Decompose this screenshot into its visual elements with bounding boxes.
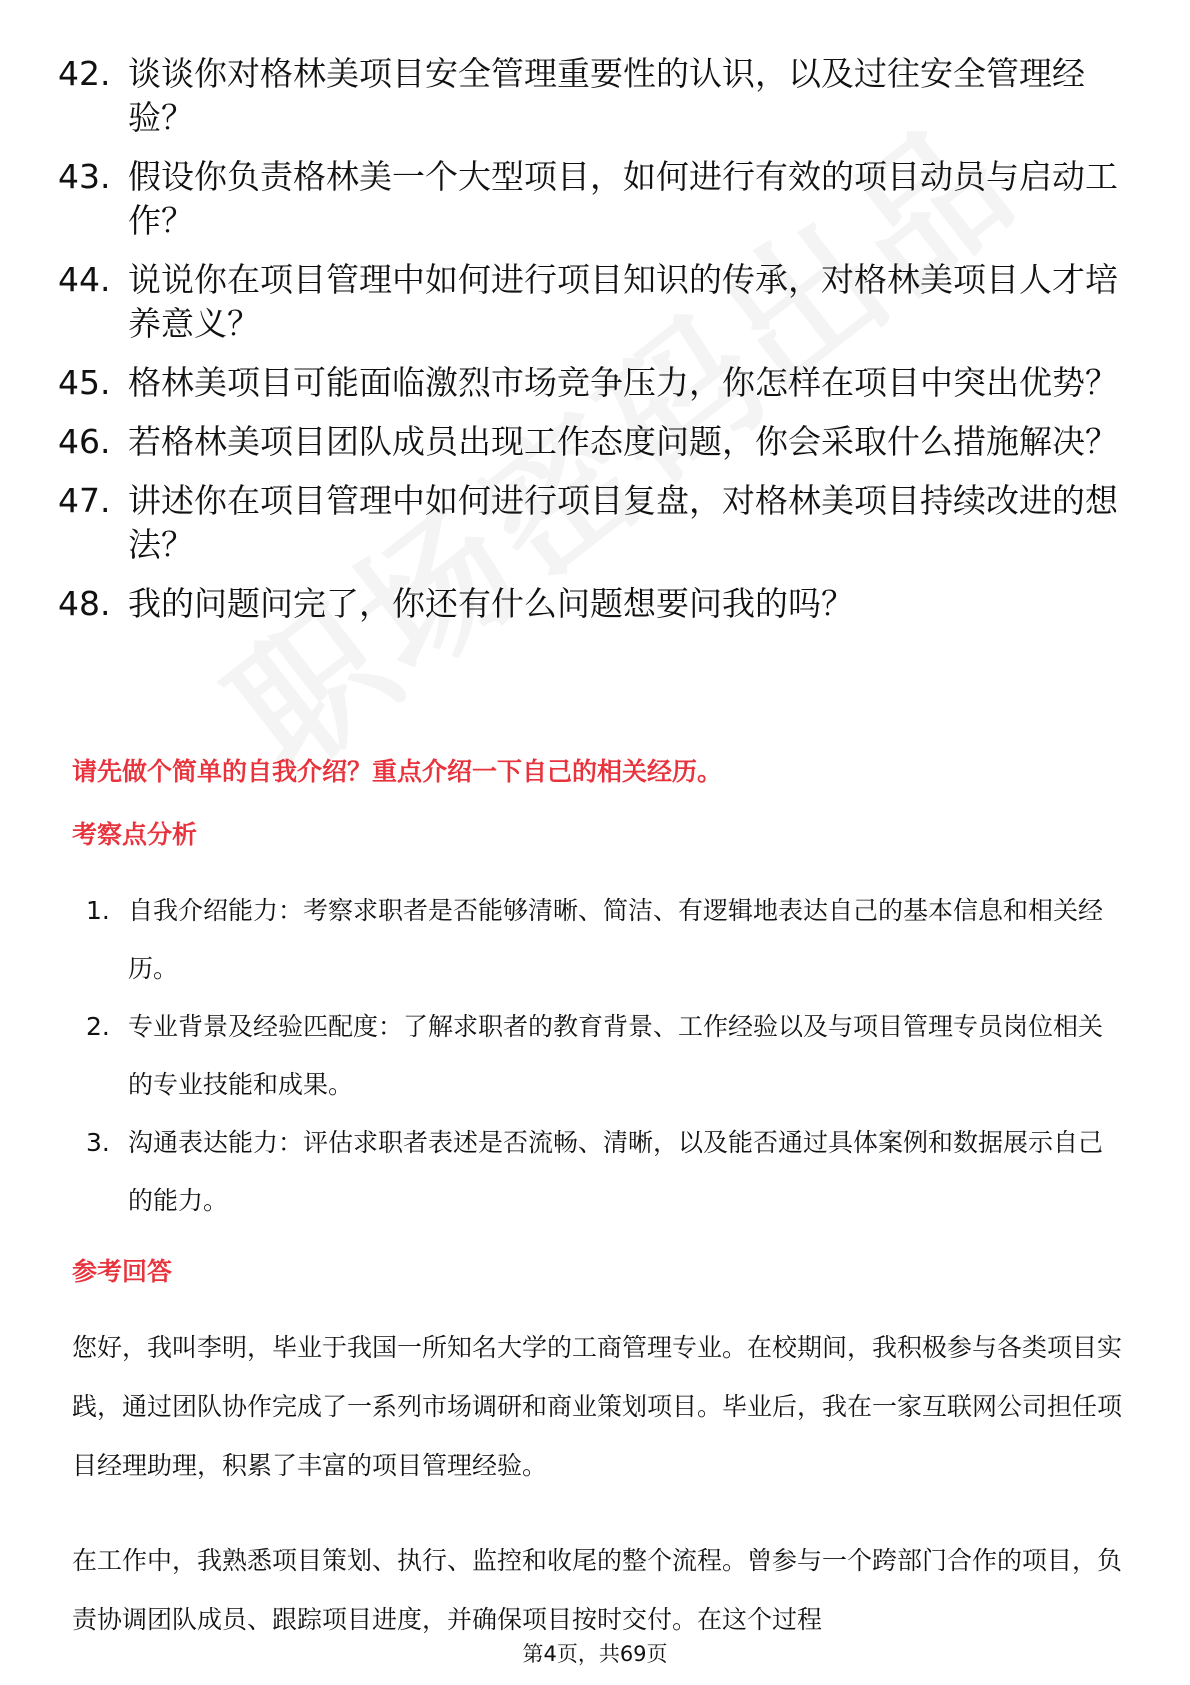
question-item xyxy=(0,258,1118,346)
analysis-point-list xyxy=(0,882,1190,1230)
question-item xyxy=(0,361,1118,405)
question-text: 谈谈你对格林美项目安全管理重要性的认识，以及过往安全管理经验？ xyxy=(128,54,1085,137)
point-text: 自我介绍能力：考察求职者是否能够清晰、简洁、有逻辑地表达自己的基本信息和相关经历。 xyxy=(128,896,1104,983)
question-number: 46. xyxy=(58,422,111,461)
featured-question-heading: 请先做个简单的自我介绍？重点介绍一下自己的相关经历。 xyxy=(72,757,723,786)
answer-paragraph: 您好，我叫李明，毕业于我国一所知名大学的工商管理专业。在校期间，我积极参与各类项目实践，通过团队协作完成了一系列市场调研和商业策划项目。毕业后，我在一家互联网公司担任项目经理助理，积累了丰富的项目管理经验。 xyxy=(72,1333,1123,1480)
analysis-point xyxy=(0,1114,1118,1230)
question-text: 格林美项目可能面临激烈市场竞争压力，你怎样在项目中突出优势？ xyxy=(128,363,1118,402)
analysis-point xyxy=(0,998,1118,1114)
question-item xyxy=(0,155,1118,243)
question-text: 若格林美项目团队成员出现工作态度问题，你会采取什么措施解决？ xyxy=(128,422,1118,461)
question-text: 讲述你在项目管理中如何进行项目复盘，对格林美项目持续改进的想法？ xyxy=(128,481,1118,564)
question-number: 47. xyxy=(58,481,111,520)
question-text: 我的问题问完了，你还有什么问题想要问我的吗？ xyxy=(128,584,854,623)
question-text: 说说你在项目管理中如何进行项目知识的传承，对格林美项目人才培养意义？ xyxy=(128,260,1118,343)
answer-paragraph: 在工作中，我熟悉项目策划、执行、监控和收尾的整个流程。曾参与一个跨部门合作的项目，负责协调团队成员、跟踪项目进度，并确保项目按时交付。在这个过程 xyxy=(72,1546,1123,1634)
answer-body xyxy=(72,1318,1122,1685)
point-number: 3. xyxy=(86,1128,110,1157)
question-item xyxy=(0,582,1118,626)
point-text: 沟通表达能力：评估求职者表述是否流畅、清晰，以及能否通过具体案例和数据展示自己的能力。 xyxy=(128,1128,1104,1215)
question-item xyxy=(0,52,1118,140)
question-number: 48. xyxy=(58,584,111,623)
analysis-heading: 考察点分析 xyxy=(72,820,198,849)
analysis-point xyxy=(0,882,1118,998)
point-number: 1. xyxy=(86,896,110,925)
question-number: 43. xyxy=(58,157,111,196)
question-text: 假设你负责格林美一个大型项目，如何进行有效的项目动员与启动工作？ xyxy=(128,157,1118,240)
point-number: 2. xyxy=(86,1012,110,1041)
point-text: 专业背景及经验匹配度：了解求职者的教育背景、工作经验以及与项目管理专员岗位相关的专业技能和成果。 xyxy=(128,1012,1104,1099)
question-number: 45. xyxy=(58,363,111,402)
answer-heading: 参考回答 xyxy=(72,1257,173,1286)
question-number: 42. xyxy=(58,54,111,93)
page-footer: 第4页，共69页 xyxy=(522,1642,668,1666)
question-item xyxy=(0,479,1118,567)
question-number: 44. xyxy=(58,260,111,299)
question-item xyxy=(0,420,1118,464)
question-list xyxy=(0,52,1190,641)
